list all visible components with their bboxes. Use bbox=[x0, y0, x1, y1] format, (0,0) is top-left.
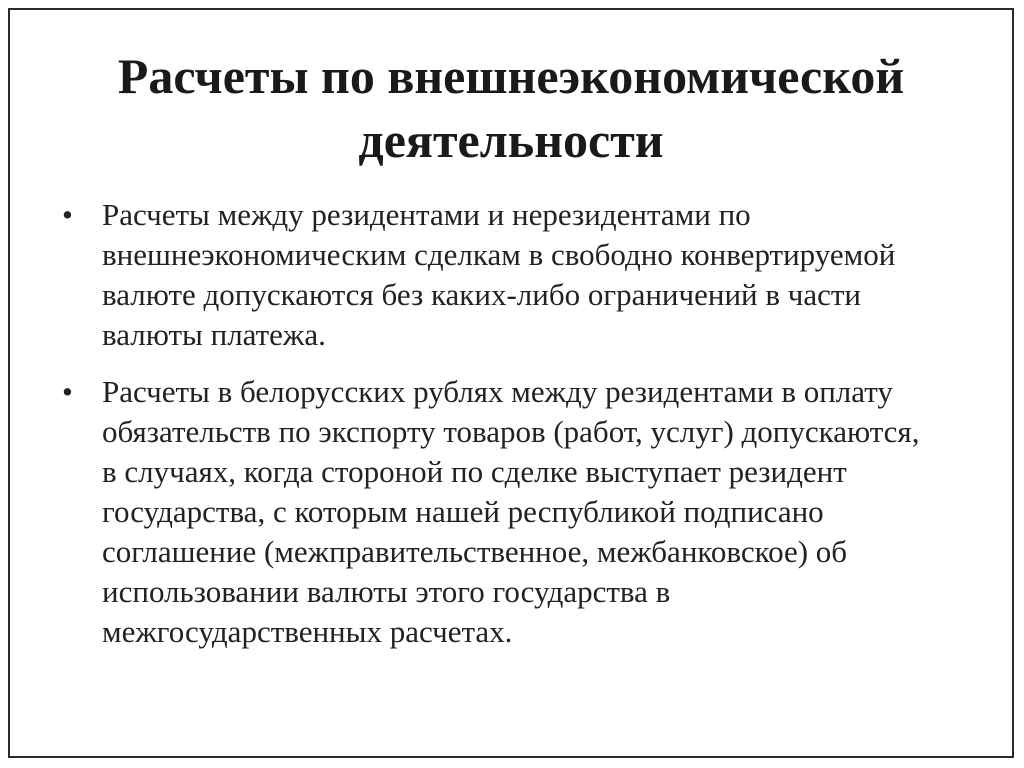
title-line-2: деятельности bbox=[358, 112, 664, 168]
bullet-item bbox=[62, 372, 922, 652]
bullet-text: Расчеты в белорусских рублях между резидентами в оплату обязательств по экспорту товаров (работ, услуг) допускаются, в случаях, когда стороной по сделке выступает резидент государства, с которым нашей республикой подписано соглашение (межправительственное, межбанковское) об использовании валюты этого государства в межгосударственных расчетах. bbox=[102, 374, 920, 649]
bullet-list bbox=[62, 195, 922, 669]
bullet-marker: • bbox=[62, 197, 73, 232]
slide-title bbox=[10, 44, 1012, 172]
slide bbox=[8, 8, 1014, 758]
title-line-1: Расчеты по внешнеэкономической bbox=[117, 48, 905, 104]
bullet-item bbox=[62, 195, 922, 355]
bullet-marker: • bbox=[62, 374, 73, 409]
bullet-text: Расчеты между резидентами и нерезидентами по внешнеэкономическим сделкам в свободно конвертируемой валюте допускаются без каких-либо ограничений в части валюты платежа. bbox=[102, 197, 896, 352]
